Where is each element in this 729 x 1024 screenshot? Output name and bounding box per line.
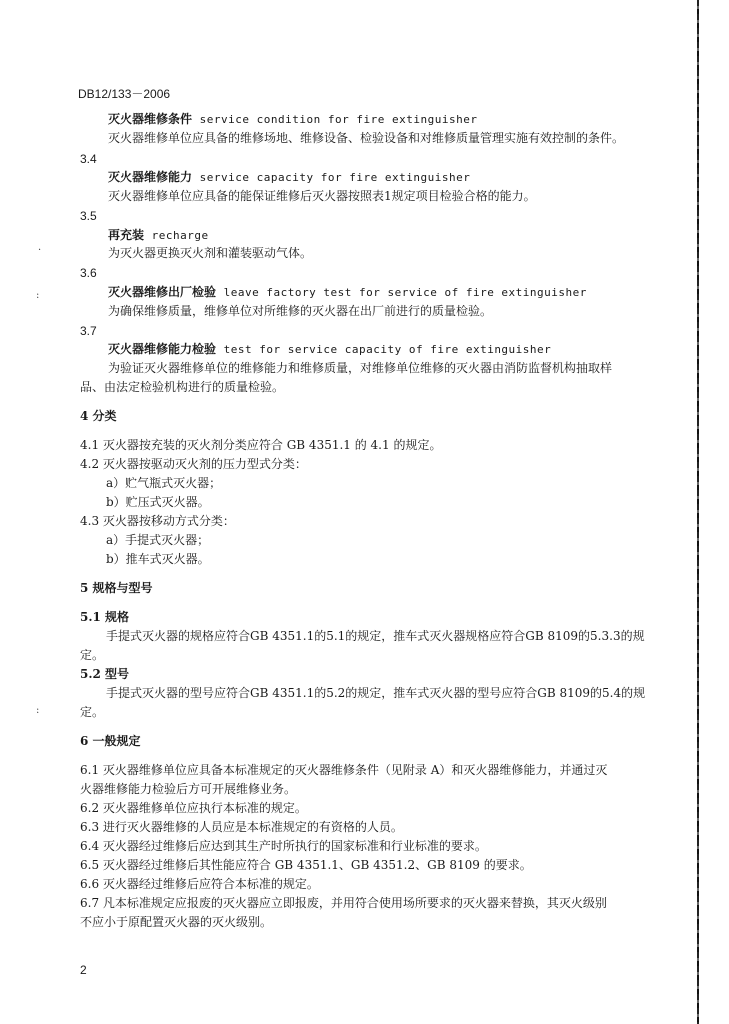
definition-body: 品、由法定检验机构进行的质量检验。: [80, 380, 285, 394]
definition-body: 灭火器维修单位应具备的维修场地、维修设备、检验设备和对维修质量管理实施有效控制的条件。: [108, 131, 625, 145]
scan-mark: ·: [38, 245, 42, 256]
clause-text: 6.2 灭火器维修单位应执行本标准的规定。: [80, 801, 307, 815]
clause-text: 6.6 灭火器经过维修后应符合本标准的规定。: [80, 877, 319, 891]
clause-text: 6.3 进行灭火器维修的人员应是本标准规定的有资格的人员。: [80, 820, 403, 834]
clause-text: 定。: [80, 705, 105, 719]
subsection-heading: 5.1 规格: [80, 610, 130, 624]
document-header: DB12/133－2006: [78, 87, 171, 101]
term-en: test for service capacity of fire extinguisher: [223, 343, 552, 356]
scan-mark: :: [36, 705, 40, 716]
definition-body: 为验证灭火器维修单位的维修能力和维修质量，对维修单位维修的灭火器由消防监督机构抽取样: [108, 361, 613, 375]
definition-body: 为确保维修质量，维修单位对所维修的灭火器在出厂前进行的质量检验。: [108, 304, 493, 318]
clause-text: 不应小于原配置灭火器的灭火级别。: [80, 915, 273, 929]
clause-text: 手提式灭火器的规格应符合GB 4351.1的5.1的规定，推车式灭火器规格应符合GB 8109的5.3.3的规: [106, 629, 645, 643]
term-cn: 灭火器维修能力: [108, 170, 193, 184]
term-cn: 灭火器维修能力检验: [108, 342, 217, 356]
clause-text: 6.1 灭火器维修单位应具备本标准规定的灭火器维修条件（见附录 A）和灭火器维修能力，并通过灭: [80, 763, 608, 777]
definition-body: 灭火器维修单位应具备的能保证维修后灭火器按照表1规定项目检验合格的能力。: [108, 189, 536, 203]
term-en: leave factory test for service of fire extinguisher: [223, 286, 587, 299]
definition-body: 为灭火器更换灭火剂和灌装驱动气体。: [108, 246, 313, 260]
clause-number: 3.5: [80, 209, 97, 223]
term-cn: 再充装: [108, 228, 145, 242]
term-en: service condition for fire extinguisher: [199, 113, 478, 126]
definition-term: [108, 168, 470, 187]
list-item: a）贮气瓶式灭火器；: [106, 476, 222, 490]
term-en: recharge: [151, 229, 209, 242]
clause-text: 4.3 灭火器按移动方式分类：: [80, 514, 235, 528]
term-en: service capacity for fire extinguisher: [199, 171, 471, 184]
clause-text: 4.1 灭火器按充装的灭火剂分类应符合 GB 4351.1 的 4.1 的规定。: [80, 438, 442, 452]
clause-text: 4.2 灭火器按驱动灭火剂的压力型式分类：: [80, 457, 307, 471]
list-item: a）手提式灭火器；: [106, 533, 210, 547]
definition-term: [108, 340, 551, 359]
clause-text: 6.7 凡本标准规定应报废的灭火器应立即报废，并用符合使用场所要求的灭火器来替换，其灭火级别: [80, 896, 607, 910]
clause-text: 手提式灭火器的型号应符合GB 4351.1的5.2的规定，推车式灭火器的型号应符合GB 8109的5.4的规: [106, 686, 646, 700]
term-cn: 灭火器维修出厂检验: [108, 285, 217, 299]
list-item: b）推车式灭火器。: [106, 552, 210, 566]
scan-edge-line: [697, 0, 699, 1024]
clause-number: 3.7: [80, 324, 97, 338]
scan-mark: :: [36, 290, 40, 301]
clause-text: 火器维修能力检验后方可开展维修业务。: [80, 782, 297, 796]
clause-text: 定。: [80, 648, 105, 662]
definition-term: [108, 283, 587, 302]
definition-term: [108, 110, 477, 129]
clause-number: 3.6: [80, 266, 97, 280]
section-heading: 4 分类: [80, 409, 117, 423]
list-item: b）贮压式灭火器。: [106, 495, 210, 509]
section-heading: 5 规格与型号: [80, 581, 153, 595]
subsection-heading: 5.2 型号: [80, 667, 130, 681]
clause-text: 6.5 灭火器经过维修后其性能应符合 GB 4351.1、GB 4351.2、GB 8109 的要求。: [80, 858, 532, 872]
term-cn: 灭火器维修条件: [108, 112, 193, 126]
section-heading: 6 一般规定: [80, 734, 141, 748]
clause-text: 6.4 灭火器经过维修后应达到其生产时所执行的国家标准和行业标准的要求。: [80, 839, 487, 853]
page-number: 2: [80, 963, 87, 977]
definition-term: [108, 226, 209, 245]
clause-number: 3.4: [80, 152, 97, 166]
